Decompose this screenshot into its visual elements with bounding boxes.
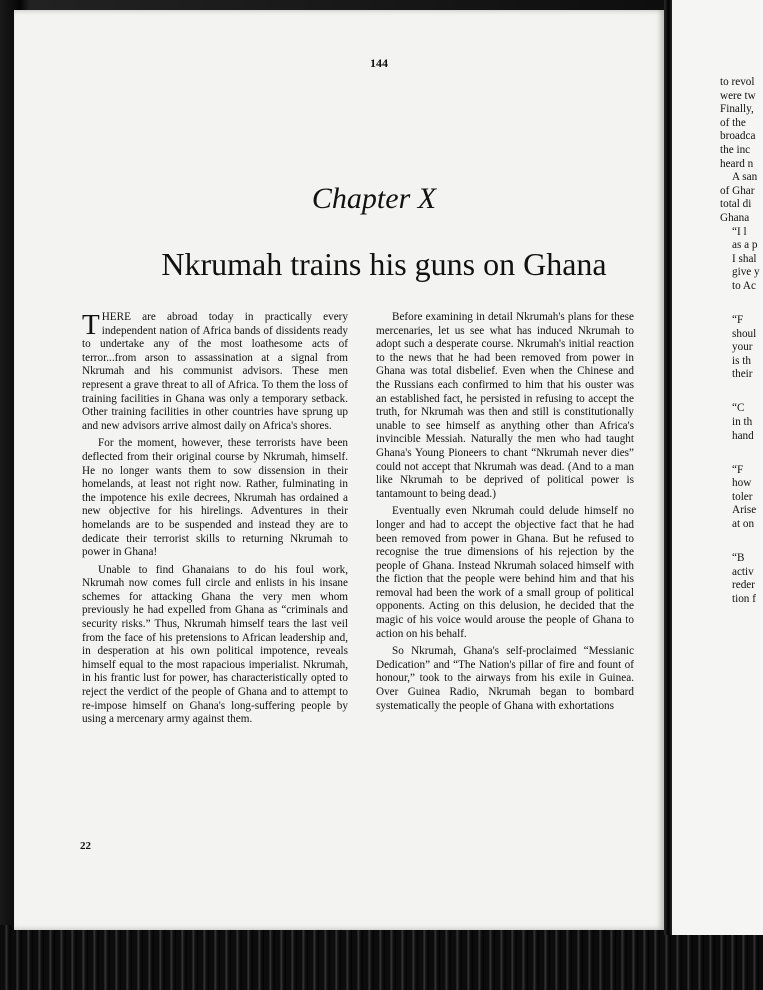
facing-page-line: Arise [732,504,757,517]
paragraph: For the moment, however, these terrorists have been deflected from their original course by Nkrumah, himself. He no longer wants them to sow dissension in their homelands, at least not right now. Rather, fulminating in the impotence his exile decrees, Nkrumah has ordained a new objective for his hirelings. Adventures in their homelands are to be suspended and instead they are to dedicate their terrorist skills to returning Nkrumah to power in Ghana! [82,437,348,559]
facing-page-line: Finally, [720,103,754,116]
facing-page-line: activ [732,565,754,578]
facing-page-line: total di [720,198,752,211]
facing-page-line: “I l [732,225,747,238]
facing-page-line: “F [732,463,744,476]
paragraph: Eventually even Nkrumah could delude himself no longer and had to accept the objective fact that he had been removed from power in Ghana. But he refused to recognise the true dimensions of his rejection by the people of Ghana. Instead Nkrumah solaced himself with the fiction that the people were behind him and that his removal had been the work of a small group of political opponents. Acting on this delusion, he decided that the magic of his voice would arouse the people of Ghana to action on his behalf. [376,505,634,640]
facing-page-line: shoul [732,327,757,340]
facing-page-line: give y [732,266,760,279]
chapter-label: Chapter X [311,182,437,215]
facing-page-line: the inc [720,144,751,156]
facing-page-line: as a p [732,239,758,252]
facing-page-line: “C [732,402,745,415]
facing-page-line: to revol [720,76,755,88]
facing-page-line: your [732,341,753,354]
facing-page-line: of the [720,116,746,129]
facing-page-line: reder [732,579,755,592]
facing-page-line: Ghana [720,212,750,224]
paragraph: Before examining in detail Nkrumah's plans for these mercenaries, let us see what has induced Nkrumah to adopt such a desperate course. Nkrumah's initial reaction to the news that he had been removed from power in Ghana was total disbelief. Even when the Chinese and the Russians each confirmed to him that his ouster was an established fact, he persisted in refusing to accept the truth, for Nkrumah was then and still is constitutionally unable to see himself as anything other than Africa's invincible Messiah. Naturally the men who had taught Ghana's Young Pioneers to chant “Nkrumah never dies” could not accept that Nkrumah was dead. (And to a man like Nkrumah to be deprived of political power is tantamount to being dead.) [376,311,634,500]
left-text-column [82,311,348,731]
facing-page-line: “F [732,314,744,326]
facing-page-line: I shal [732,252,757,265]
facing-page-line: in th [732,416,753,428]
facing-page-line: A san [732,171,758,184]
chapter-title: Nkrumah trains his guns on Ghana [161,246,607,282]
facing-page-line: how [732,477,752,490]
facing-page-line: tion f [732,592,756,605]
facing-page-line: broadca [720,130,756,143]
facing-page-line: is th [732,354,751,367]
facing-page-line: toler [732,490,753,503]
signature-mark: 22 [80,840,91,852]
page-number: 144 [370,56,388,70]
facing-page-line: hand [732,429,754,442]
paragraph: THERE are abroad today in practically every independent nation of Africa bands of dissidents ready to undertake any of the most loathesome acts of terror...from arson to assassination at a signal from Nkrumah and his communist advisors. These men represent a grave threat to all of Africa. To them the loss of training facilities in Ghana was only a temporary setback. Other training facilities in other countries have sprung up and new advisors arrive almost daily on Africa's shores. [82,309,348,432]
facing-page-line: at on [732,518,755,530]
facing-page-line: their [732,368,753,381]
drop-cap: T [82,309,100,341]
facing-page-line: of Ghar [720,184,755,197]
facing-page-line: to Ac [732,280,756,292]
facing-page-line: “B [732,552,745,564]
scan-edge [0,925,763,990]
paragraph: Unable to find Ghanaians to do his foul work, Nkrumah now comes full circle and enlists in his insane schemes for attacking Ghana the very men whom previously he had expelled from Ghana as “criminals and security risks.” Thus, Nkrumah himself tears the last veil from the face of his pretensions to African leadership and, in desperation at his own political impotence, reveals himself equal to the most rapacious imperialist. Nkrumah, in his frantic lust for power, has characteristically opted to reject the verdict of the people of Ghana and to attempt to re-impose himself on Ghana's long-suffering people by using a mercenary army against them. [82,563,348,726]
facing-page-line: heard n [720,157,754,170]
right-text-column [376,311,634,717]
paragraph: So Nkrumah, Ghana's self-proclaimed “Messianic Dedication” and “The Nation's pillar of fire and fount of honour,” took to the airways from his exile in Guinea. Over Guinea Radio, Nkrumah began to bombard systematically the people of Ghana with exhortations [376,645,634,712]
facing-page-line: were tw [720,89,756,102]
